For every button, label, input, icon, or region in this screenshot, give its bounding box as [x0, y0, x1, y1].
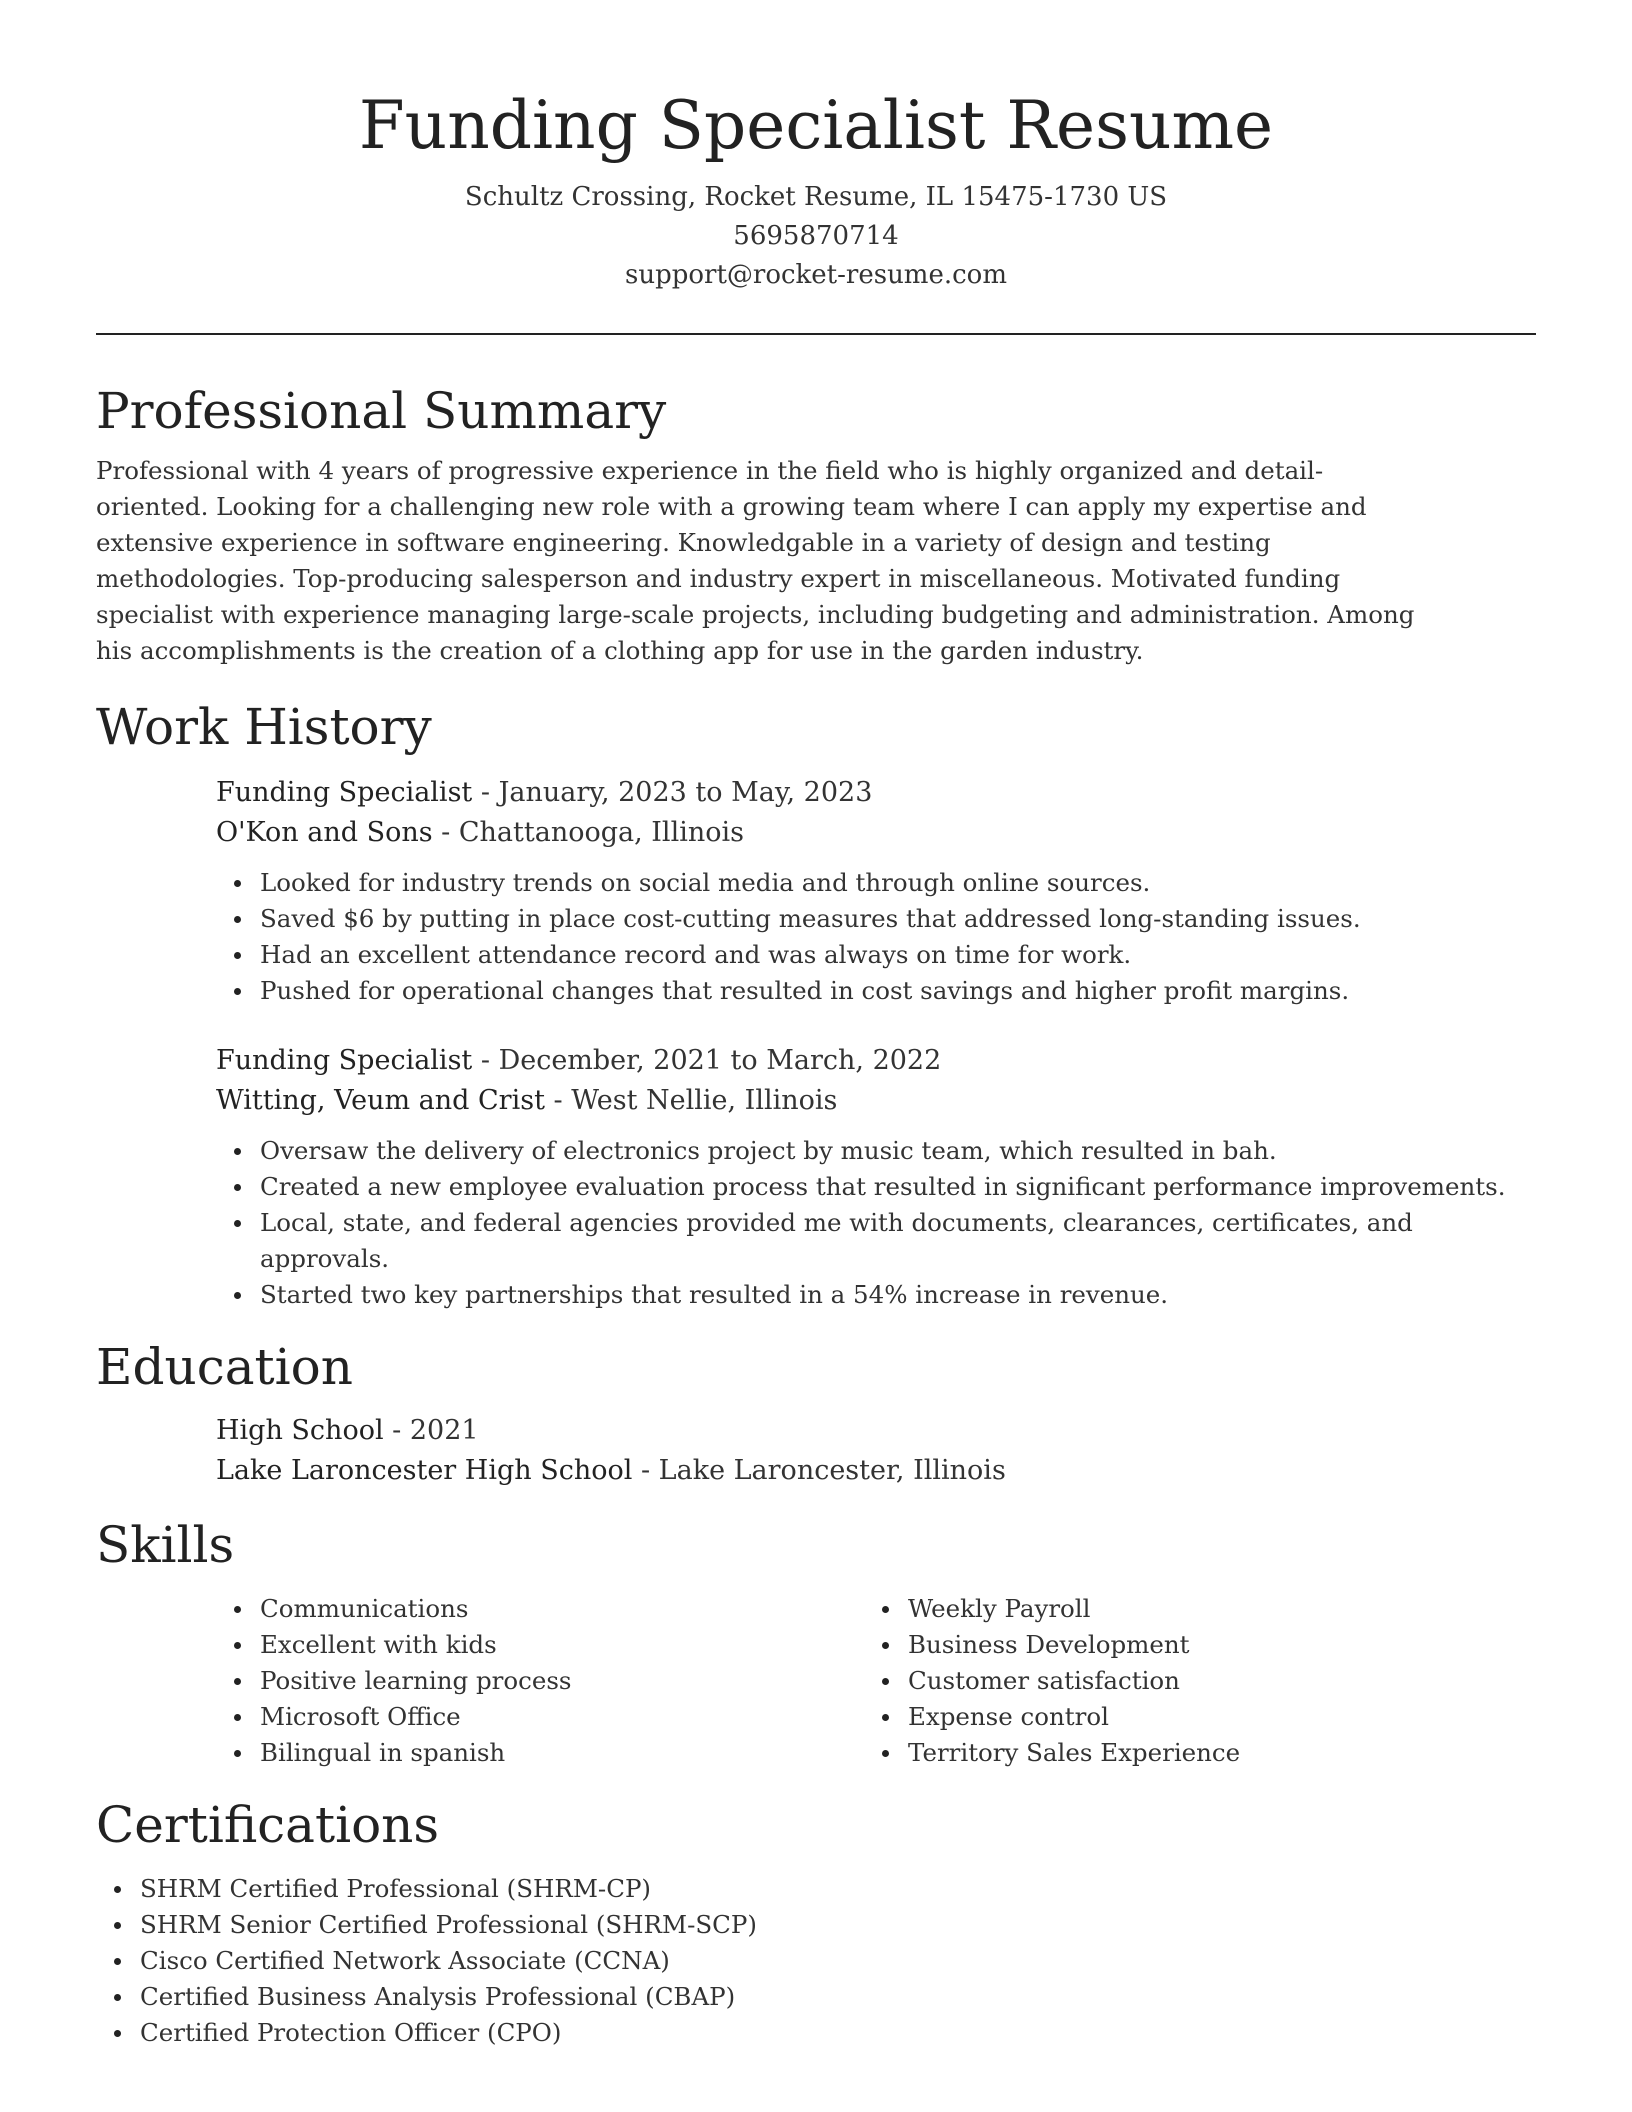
- list-item: Looked for industry trends on social media and through online sources.: [260, 865, 1536, 901]
- list-item: Cisco Certified Network Associate (CCNA): [140, 1943, 1536, 1979]
- list-item: Started two key partnerships that resulted in a 54% increase in revenue.: [260, 1277, 1536, 1313]
- contact-phone: 5695870714: [733, 221, 899, 251]
- contact-info: [96, 178, 1536, 295]
- list-item: Microsoft Office: [260, 1699, 864, 1735]
- job-location: - West Nellie, Illinois: [544, 1085, 838, 1116]
- skills-column-right: [864, 1591, 1512, 1771]
- certifications-heading: Certifications: [96, 1796, 440, 1854]
- job-entry: [216, 1041, 1536, 1313]
- skills-list-left: [216, 1591, 864, 1771]
- job-bullets: [216, 1133, 1536, 1313]
- resume-title: Funding Specialist Resume: [358, 87, 1274, 164]
- contact-email: support@rocket-resume.com: [624, 260, 1007, 290]
- summary-text: Professional with 4 years of progressive experience in the field who is highly organized and detail-oriented. Looking for a challenging new role with a growing team where I can apply my expertise and extensive experience in software engineering. Knowledgable in a variety of design and testing methodologies. Top-producing salesperson and industry expert in miscellaneous. Motivated funding specialist with experience managing large-scale projects, including budgeting and administration. Among his accomplishments is the creation of a clothing app for use in the garden industry.: [96, 456, 1415, 665]
- certifications-list: [96, 1871, 1536, 2051]
- job-company: Witting, Veum and Crist: [216, 1085, 545, 1116]
- list-item: SHRM Certified Professional (SHRM-CP): [140, 1871, 1536, 1907]
- job-bullets: [216, 865, 1536, 1009]
- job-location: - Chattanooga, Illinois: [432, 817, 744, 848]
- job-dates: - January, 2023 to May, 2023: [472, 777, 873, 808]
- resume-header: [96, 84, 1536, 295]
- education-degree: High School: [216, 1415, 384, 1446]
- education-entry: [216, 1411, 1536, 1491]
- list-item: Customer satisfaction: [908, 1663, 1512, 1699]
- list-item: Positive learning process: [260, 1663, 864, 1699]
- list-item: Certified Protection Officer (CPO): [140, 2015, 1536, 2051]
- header-divider: [96, 333, 1536, 335]
- skills-heading: Skills: [96, 1516, 235, 1574]
- job-title: Funding Specialist: [216, 1045, 473, 1076]
- skills-section: [96, 1513, 1536, 1771]
- list-item: Certified Business Analysis Professional (CBAP): [140, 1979, 1536, 2015]
- list-item: Territory Sales Experience: [908, 1735, 1512, 1771]
- education-degree-line: [216, 1411, 1536, 1451]
- education-school: Lake Laroncester High School: [216, 1455, 633, 1486]
- skills-list-right: [864, 1591, 1512, 1771]
- work-history-heading: Work History: [96, 698, 432, 756]
- skills-column-left: [216, 1591, 864, 1771]
- job-dates: - December, 2021 to March, 2022: [472, 1045, 942, 1076]
- certifications-section: [96, 1793, 1536, 2051]
- education-location: - Lake Laroncester, Illinois: [632, 1455, 1006, 1486]
- job-entry: [216, 773, 1536, 1009]
- list-item: SHRM Senior Certified Professional (SHRM-SCP): [140, 1907, 1536, 1943]
- job-title-line: [216, 773, 1536, 813]
- education-year: - 2021: [383, 1415, 479, 1446]
- summary-section: [96, 379, 1536, 669]
- summary-heading: Professional Summary: [96, 382, 667, 440]
- list-item: Excellent with kids: [260, 1627, 864, 1663]
- list-item: Created a new employee evaluation process that resulted in significant performance improvements.: [260, 1169, 1536, 1205]
- list-item: Local, state, and federal agencies provided me with documents, clearances, certificates, and approvals.: [260, 1205, 1536, 1277]
- list-item: Communications: [260, 1591, 864, 1627]
- work-history-section: [96, 695, 1536, 1313]
- skills-grid: [216, 1591, 1536, 1771]
- list-item: Bilingual in spanish: [260, 1735, 864, 1771]
- list-item: Oversaw the delivery of electronics project by music team, which resulted in bah.: [260, 1133, 1536, 1169]
- list-item: Had an excellent attendance record and was always on time for work.: [260, 937, 1536, 973]
- job-title: Funding Specialist: [216, 777, 473, 808]
- job-company-line: [216, 1081, 1536, 1121]
- job-company-line: [216, 813, 1536, 853]
- contact-address: Schultz Crossing, Rocket Resume, IL 15475-1730 US: [464, 182, 1168, 212]
- education-heading: Education: [96, 1338, 353, 1396]
- list-item: Expense control: [908, 1699, 1512, 1735]
- list-item: Business Development: [908, 1627, 1512, 1663]
- education-school-line: [216, 1451, 1536, 1491]
- job-title-line: [216, 1041, 1536, 1081]
- list-item: Weekly Payroll: [908, 1591, 1512, 1627]
- list-item: Pushed for operational changes that resulted in cost savings and higher profit margins.: [260, 973, 1536, 1009]
- list-item: Saved $6 by putting in place cost-cutting measures that addressed long-standing issues.: [260, 901, 1536, 937]
- job-company: O'Kon and Sons: [216, 817, 433, 848]
- education-section: [96, 1335, 1536, 1491]
